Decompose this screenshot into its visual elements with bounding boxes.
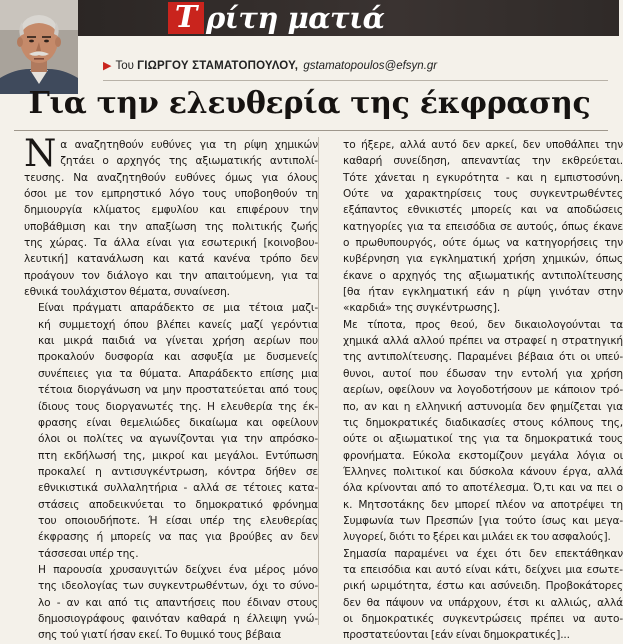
article-paragraph — [329, 546, 623, 644]
headline-divider — [14, 130, 608, 131]
text-line: Η παρουσία χρυσαυγιτών δείχνει ένα μέρος μόνο — [38, 563, 318, 576]
byline-arrow-icon: ▶ — [103, 60, 112, 72]
text-line: κυβέρνηση για εγκληματική χρήση χημικών, όπως — [343, 253, 623, 266]
text-line: τα επεισόδια και αυτό είναι κάτι, δείχνει μια εσωτε- — [343, 563, 623, 576]
text-line: Με τίποτα, προς θεού, δεν δικαιολογούνται τα — [343, 318, 623, 331]
text-line: προκαλούν δυσφορία και ασφυξία με δυσμενείς — [38, 351, 318, 364]
text-line: και μικρά παιδιά να γίνεται χρήση αερίων που — [38, 335, 318, 348]
column-header-initial: Τ — [168, 2, 204, 34]
author-email[interactable]: gstamatopoulos@efsyn.gr — [303, 60, 438, 72]
text-line: της αντιπολίτευσης. Παραμένει βέβαια ότι οι υπεύ- — [343, 351, 623, 364]
article-paragraph — [329, 137, 623, 317]
author-portrait-icon — [0, 0, 78, 94]
text-line: λο - αν και από τις απαντήσεις που έδιναν στους — [38, 596, 318, 609]
text-line: έκανε ο αρχηγός της αξιωματικής αντιπολίτευσης — [343, 269, 623, 282]
text-line: φρασης είναι θεμελιώδες δικαίωμα και οφείλουν — [38, 416, 318, 429]
text-line: α αναζητηθούν ευθύνες για τη ρίψη χημικών — [60, 139, 318, 151]
text-line: πο, αν και η ελληνική αστυνομία δεν φημίζεται για — [343, 400, 623, 413]
text-line: δημιουργία κλίματος εμφυλίου και επιφέρουν την — [24, 204, 318, 217]
article-paragraph — [24, 300, 318, 562]
text-line: υποβάθμιση και την απαξίωση της πολιτικής ζωής — [24, 220, 318, 233]
text-line: ίδιους τους διοργανωτές της. Η ελευθερία της έκ- — [38, 400, 318, 413]
article-column-left — [24, 132, 318, 644]
text-line: ζητάει ο αρχηγός της αξιωματικής αντιπολί- — [60, 155, 318, 168]
text-line: στάσεις αποδεικνύεται το δημοκρατικό φρόνημα — [38, 498, 318, 511]
byline-prefix: Του — [115, 60, 134, 72]
text-line: κ. Μητσοτάκης δεν μπορεί πλέον να αποτρέψει τη — [343, 498, 623, 511]
text-line: τάσσεσαι υπέρ της. — [38, 547, 139, 560]
text-line: Έλληνες πολιτικοί και δύσκολα κάνουν έργα, αλλά — [343, 465, 623, 478]
article-column-right — [329, 137, 623, 644]
text-line: [θα ήταν εγκληματική εάν η ρίψη γινόταν στην — [343, 286, 623, 299]
text-line: Συμφωνία των Πρεσπών [για τούτο ίσως και μεγα- — [343, 514, 623, 527]
column-header-title: ρίτη ματιά — [206, 1, 385, 35]
text-line: Τότε χάνεται η εγκυρότητα - και η εμπιστοσύνη. — [343, 171, 623, 184]
text-line: κατηγορίες για τα επεισόδια σε αυτούς, όπως έκανε — [343, 220, 623, 233]
author-name: ΓΙΩΡΓΟΥ ΣΤΑΜΑΤΟΠΟΥΛΟΥ, — [137, 60, 299, 72]
byline-divider — [103, 80, 608, 81]
text-line: της ιδεολογίας των συγκεντρωθέντων, όχι το σύνο- — [38, 580, 318, 593]
text-line: σης τού γιατί ήσαν εκεί. Το θυμικό τους βέβαια — [38, 629, 282, 642]
article-paragraph — [24, 562, 318, 644]
column-header-band — [68, 0, 619, 36]
text-line: του οποιουδήποτε. Ή είσαι υπέρ της ελευθερίας — [38, 514, 318, 527]
text-line: συνέπειες για τα θύματα. Απαράδεκτο επίσης μια — [38, 367, 318, 380]
text-line: τέτοια διοργάνωση να μην προστατεύεται από τους — [38, 384, 318, 397]
text-line: το ήξερε, αλλά αυτό δεν αρκεί, δεν υποθάλπει την — [343, 139, 623, 151]
text-line: δεν θα πάψουν να υπάρχουν, έτσι κι αλλιώς, αλλά — [343, 596, 623, 609]
text-line: έκφρασης ή μπορείς να πας για βρούβες αν δεν — [38, 531, 318, 544]
text-line: εθνικιστικά συλλαλητήρια - αλλά σε τέτοιες κατα- — [38, 482, 318, 495]
text-line: όλα κρίνονται από το αποτέλεσμα. Ό,τι και να πει ο — [343, 482, 623, 495]
text-line: φρονήματα. Εύκολα εκστομίζουν μεγάλα λόγια οι — [343, 449, 623, 462]
drop-cap: Ν — [24, 132, 57, 175]
text-line: προκαλεί η αντισυγκέντρωση, κόντρα δήθεν σε — [38, 465, 318, 478]
text-line: καθαρή συνείδηση, απεναντίας την εκθρεύεται. — [343, 155, 623, 168]
text-line: τις δημοκρατικές διαδικασίες στους κόλπους της, — [343, 416, 623, 429]
text-line: Ούτε να χαρακτηρίσεις τους συγκεντρωθέντες — [343, 188, 623, 201]
text-line: τευσης. Να αναζητηθούν ευθύνες όμως για όλους — [24, 171, 318, 184]
text-line: εξάπαντος εθνικιστές μπορείς και να αποδώσεις — [343, 204, 623, 217]
column-divider — [318, 137, 319, 625]
text-line: πτη εκδήλωσή της, μικροί και μεγάλοι. Εντύπωση — [38, 449, 318, 462]
byline — [103, 58, 437, 74]
text-line: οι δημοκρατικές συγκεντρώσεις πρέπει να αυτο- — [343, 612, 623, 625]
text-line: λυγορεί, διότι το ξέρει και μιλάει εκ του ασφαλούς]. — [343, 531, 611, 544]
text-line: όσοι με τον εμπρηστικό λόγο τους υποβοηθούν τη — [24, 188, 318, 201]
text-line: λευτική] κατανάλωση και κατά κανένα τρόπο δεν — [24, 253, 318, 266]
text-line: «καρδιά» της συγκέντρωσης]. — [343, 302, 501, 315]
text-line: Σημασία παραμένει να έχει ότι δεν επεκτάθηκαν — [343, 547, 623, 560]
text-line: ούτε οι αξιωματικοί της για τα δημοκρατικά τους — [343, 433, 623, 446]
author-photo — [0, 0, 78, 94]
article-paragraph — [24, 132, 318, 300]
article-headline: Για την ελευθερία της έκφρασης — [28, 86, 591, 121]
article-paragraph — [329, 317, 623, 546]
text-line: όλοι οι πολίτες να αγωνίζονται για την απρόσκο- — [38, 433, 318, 446]
text-line: χημικά αλλά αλλού πρέπει να στραφεί η στρατηγική — [343, 335, 623, 348]
text-line: κή συμμετοχή όπου βλέπει κανείς μαζί γερόντια — [38, 318, 318, 331]
text-line: εθνικά τουλάχιστον θέματα, συναίνεση. — [24, 286, 230, 299]
text-line: προστατεύονται [εάν είναι δημοκρατικές]... — [343, 629, 570, 642]
text-line: θυνοι, αυτοί που έδωσαν την εντολή για χρήση — [343, 367, 623, 380]
text-line: προάγουν τον διάλογο και την απαιτούμενη, για τα — [24, 269, 318, 282]
text-line: δημοσιογράφους φαινόταν καθαρά η έλλειψη γνώ- — [38, 612, 318, 625]
text-line: αερίων, οφείλουν να λογοδοτήσουν με κάποιον τρό- — [343, 384, 623, 397]
text-line: της χώρας. Τα άλλα είναι για εσωτερική [κοινοβου- — [24, 237, 318, 250]
text-line: ρική ωριμότητα, έστω και ασύνειδη. Προβοκάτορες — [343, 580, 623, 593]
text-line: Είναι πράγματι απαράδεκτο σε μια τέτοια μαζι- — [38, 302, 318, 315]
text-line: ο πρωθυπουργός, ούτε όμως να κατηγορήσεις την — [343, 237, 623, 250]
